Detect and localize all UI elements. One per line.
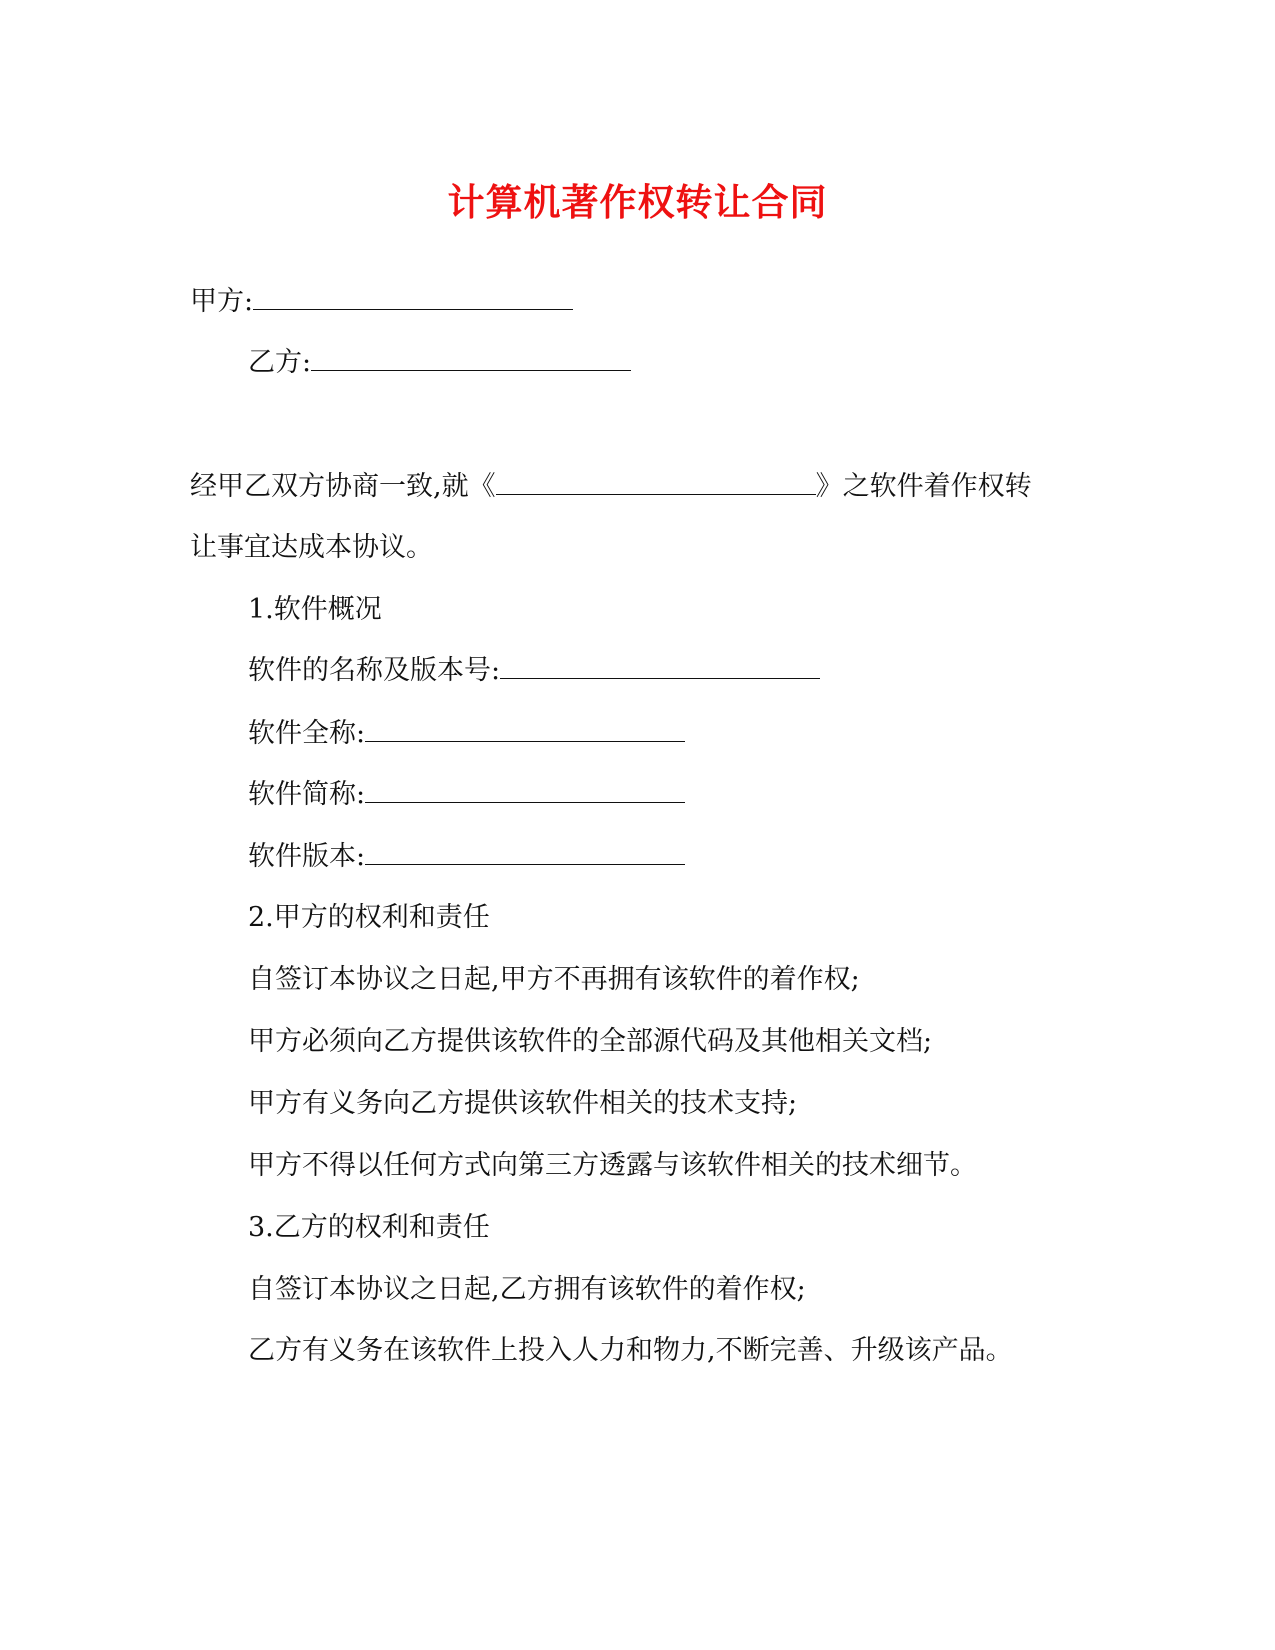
section-2-item: 甲方必须向乙方提供该软件的全部源代码及其他相关文档; <box>248 1026 933 1057</box>
party-b-line <box>248 345 631 381</box>
section-2-heading: 2.甲方的权利和责任 <box>248 902 490 933</box>
software-version-field <box>248 839 685 875</box>
software-short-name-field <box>248 777 685 813</box>
field-label: 软件简称: <box>248 779 366 810</box>
field-blank <box>500 654 820 679</box>
intro-text-before: 经甲乙双方协商一致,就《 <box>190 471 496 502</box>
section-2-item: 甲方有义务向乙方提供该软件相关的技术支持; <box>248 1088 798 1119</box>
software-full-name-field <box>248 716 685 752</box>
field-blank <box>365 717 685 742</box>
field-label: 软件的名称及版本号: <box>248 655 501 686</box>
party-b-label: 乙方: <box>248 347 312 378</box>
section-1-heading: 1.软件概况 <box>248 594 382 625</box>
section-2-item: 甲方不得以任何方式向第三方透露与该软件相关的技术细节。 <box>248 1150 977 1181</box>
software-name-version-field <box>248 653 820 689</box>
party-a-label: 甲方: <box>190 286 254 317</box>
intro-line-1 <box>190 469 1032 505</box>
intro-text-after: 》之软件着作权转 <box>815 471 1032 502</box>
software-name-blank <box>496 470 816 495</box>
section-3-heading: 3.乙方的权利和责任 <box>248 1212 490 1243</box>
intro-line-2: 让事宜达成本协议。 <box>190 532 433 563</box>
section-2-item: 自签订本协议之日起,甲方不再拥有该软件的着作权; <box>248 964 860 995</box>
field-label: 软件全称: <box>248 718 366 749</box>
section-3-item: 自签订本协议之日起,乙方拥有该软件的着作权; <box>248 1274 806 1305</box>
field-blank <box>365 840 685 865</box>
party-a-blank <box>253 285 573 310</box>
party-b-blank <box>311 346 631 371</box>
party-a-line <box>190 284 573 320</box>
document-title: 计算机著作权转让合同 <box>447 180 828 224</box>
field-blank <box>365 778 685 803</box>
field-label: 软件版本: <box>248 841 366 872</box>
section-3-item: 乙方有义务在该软件上投入人力和物力,不断完善、升级该产品。 <box>248 1335 1013 1366</box>
